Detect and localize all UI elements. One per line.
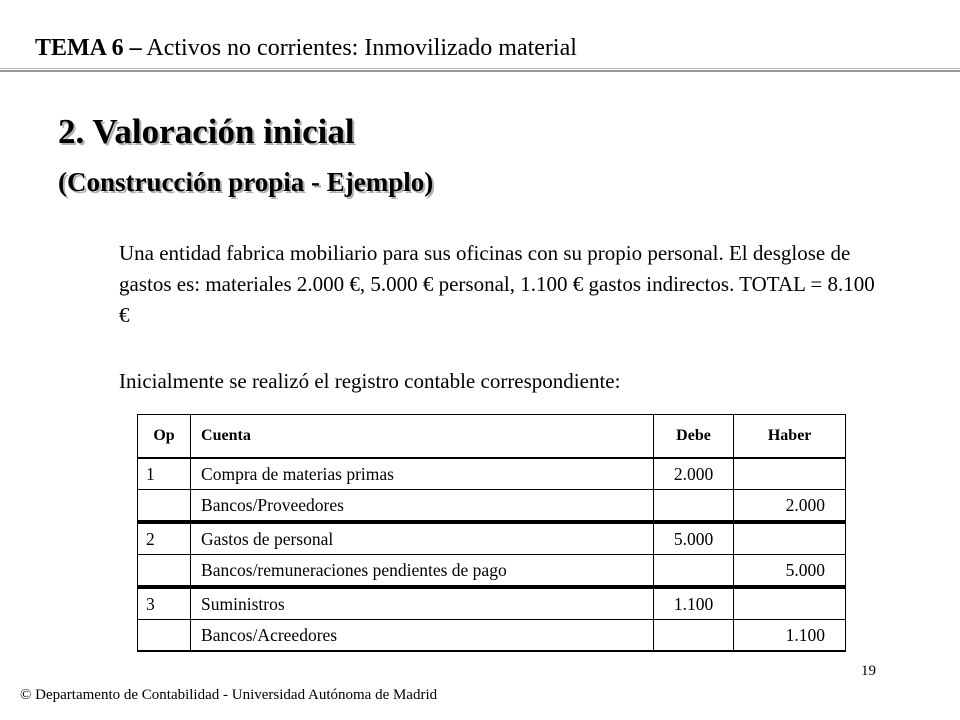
journal-entries-table (137, 414, 846, 652)
cell-haber: 5.000 (734, 555, 846, 588)
header-haber: Haber (734, 415, 846, 459)
cell-debe (653, 490, 733, 523)
cell-cuenta: Suministros (191, 587, 654, 620)
header-title-bold: TEMA 6 – (35, 35, 142, 61)
header-title (35, 34, 577, 62)
cell-haber (734, 522, 846, 555)
cell-op (138, 555, 191, 588)
cell-haber (734, 587, 846, 620)
cell-haber: 1.100 (734, 620, 846, 652)
cell-debe: 5.000 (653, 522, 733, 555)
example-intro: Inicialmente se realizó el registro contable correspondiente: (119, 369, 621, 393)
cell-haber: 2.000 (734, 490, 846, 523)
example-description: Una entidad fabrica mobiliario para sus oficinas con su propio personal. El desglose de gastos es: materiales 2.000 €, 5.000 € personal, 1.100 € gastos indirectos. TOTAL = 8.100 € (119, 241, 875, 327)
table-row (138, 522, 846, 555)
cell-op (138, 620, 191, 652)
cell-debe (653, 555, 733, 588)
header-debe: Debe (653, 415, 733, 459)
table-row (138, 490, 846, 523)
cell-cuenta: Gastos de personal (191, 522, 654, 555)
cell-cuenta: Bancos/remuneraciones pendientes de pago (191, 555, 654, 588)
cell-haber (734, 458, 846, 490)
cell-op (138, 490, 191, 523)
footer-copyright: © Departamento de Contabilidad - Universidad Autónoma de Madrid (20, 687, 438, 703)
table-row (138, 458, 846, 490)
table-row (138, 587, 846, 620)
cell-debe (653, 620, 733, 652)
cell-cuenta: Compra de materias primas (191, 458, 654, 490)
page-number: 19 (861, 663, 876, 679)
header-divider (0, 68, 960, 72)
cell-debe: 1.100 (653, 587, 733, 620)
header-cuenta: Cuenta (191, 415, 654, 459)
table-header-row (138, 415, 846, 459)
table-row (138, 555, 846, 588)
cell-cuenta: Bancos/Proveedores (191, 490, 654, 523)
cell-op: 3 (138, 587, 191, 620)
table-row (138, 620, 846, 652)
header-op: Op (138, 415, 191, 459)
cell-op: 2 (138, 522, 191, 555)
cell-op: 1 (138, 458, 191, 490)
header-title-rest: Activos no corrientes: Inmovilizado material (146, 35, 577, 61)
slide-title: 2. Valoración inicial (58, 112, 355, 151)
slide-subtitle: (Construcción propia - Ejemplo) (58, 167, 434, 197)
cell-cuenta: Bancos/Acreedores (191, 620, 654, 652)
cell-debe: 2.000 (653, 458, 733, 490)
